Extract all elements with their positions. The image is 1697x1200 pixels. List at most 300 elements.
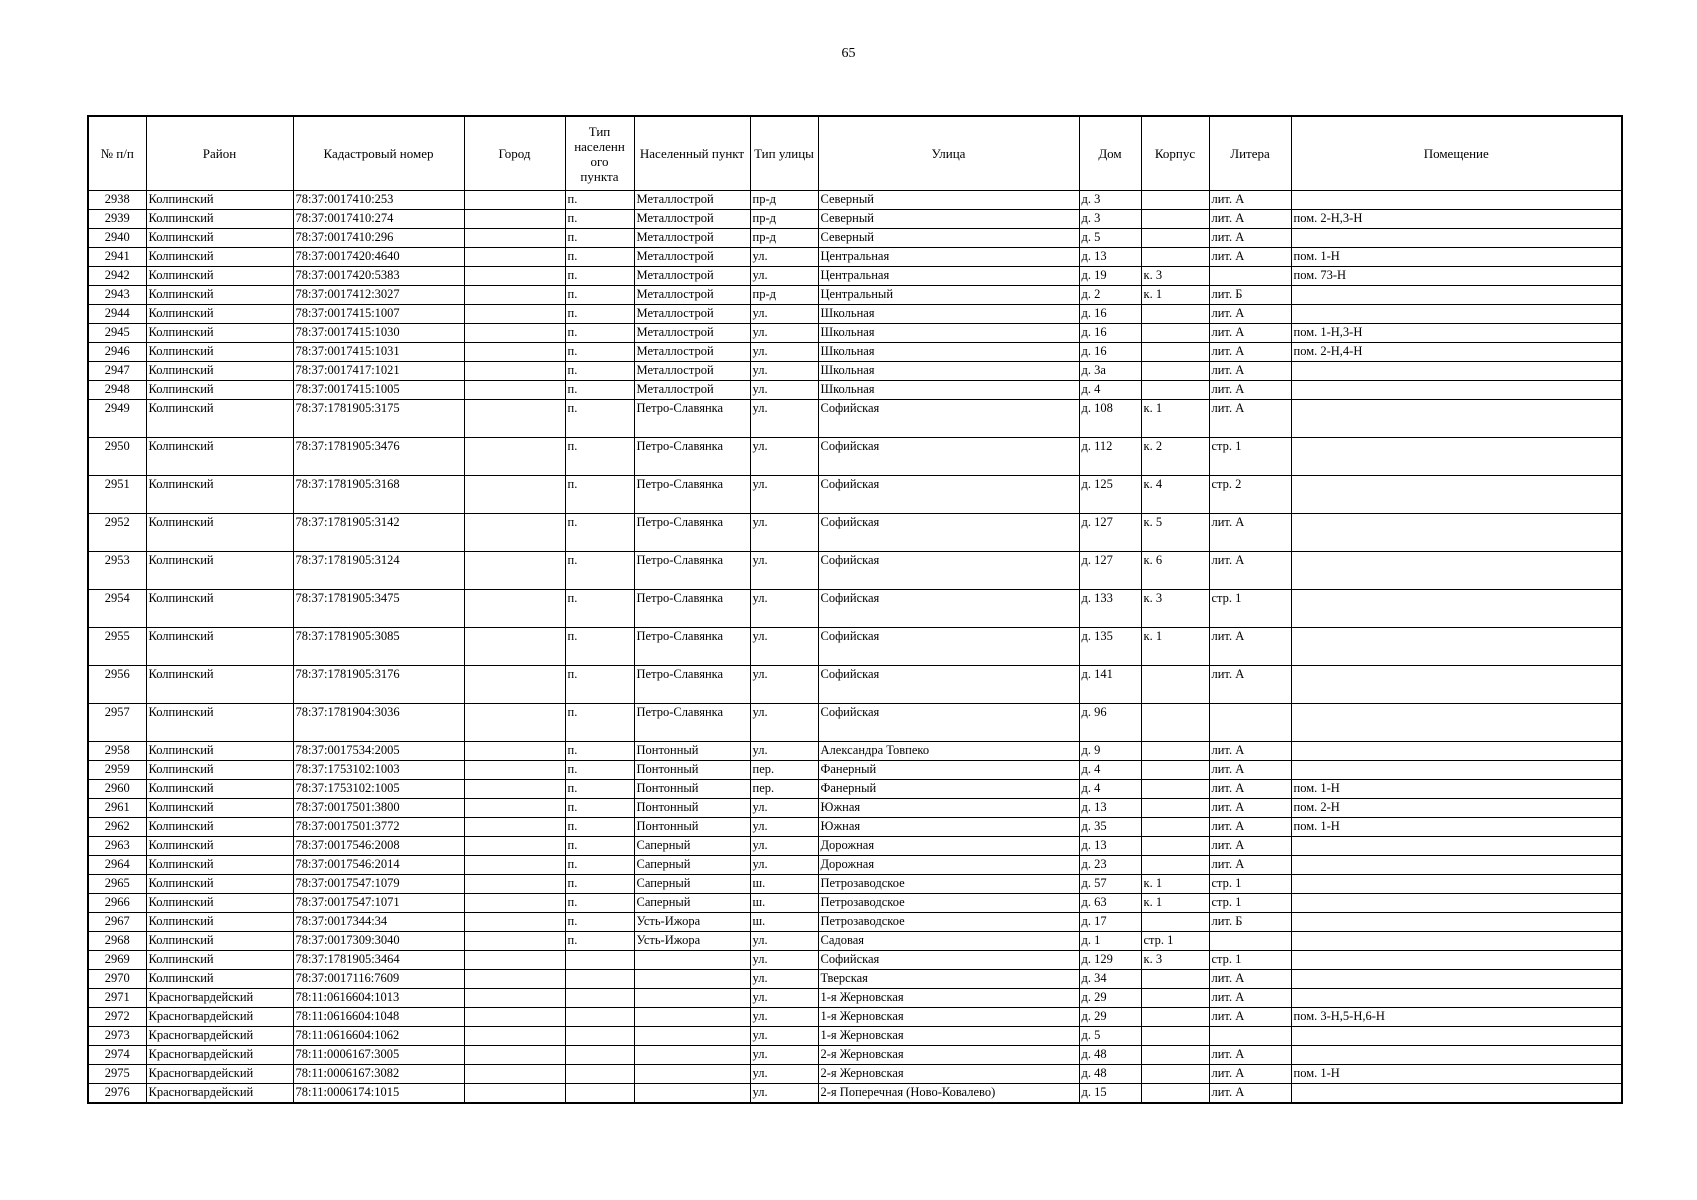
cell-locality: Металлострой (634, 343, 750, 362)
cell-street-type: ул. (750, 248, 818, 267)
cell-korpus: к. 5 (1141, 514, 1209, 552)
cell-city (464, 267, 565, 286)
cell-number: 2953 (88, 552, 146, 590)
cell-street: Северный (818, 210, 1079, 229)
cell-korpus (1141, 1084, 1209, 1104)
cell-litera: лит. А (1209, 1046, 1291, 1065)
table-row (88, 875, 1622, 894)
table-row (88, 970, 1622, 989)
cell-locality-type: п. (565, 552, 634, 590)
cell-number: 2971 (88, 989, 146, 1008)
cell-number: 2970 (88, 970, 146, 989)
cell-number: 2942 (88, 267, 146, 286)
cell-korpus (1141, 989, 1209, 1008)
cell-city (464, 552, 565, 590)
cell-district: Колпинский (146, 590, 293, 628)
table-row (88, 438, 1622, 476)
cell-room (1291, 666, 1622, 704)
cell-street: Петрозаводское (818, 894, 1079, 913)
cell-street: Центральная (818, 248, 1079, 267)
cell-locality-type: п. (565, 799, 634, 818)
cell-house: д. 3 (1079, 191, 1141, 210)
cell-room (1291, 742, 1622, 761)
cell-litera: стр. 1 (1209, 438, 1291, 476)
header-korpus: Корпус (1141, 116, 1209, 191)
cell-city (464, 818, 565, 837)
cell-street: 2-я Жерновская (818, 1065, 1079, 1084)
table-row (88, 1027, 1622, 1046)
cell-street: Школьная (818, 362, 1079, 381)
cell-house: д. 16 (1079, 305, 1141, 324)
cell-litera: лит. А (1209, 324, 1291, 343)
cell-locality-type: п. (565, 742, 634, 761)
cell-city (464, 362, 565, 381)
cell-street-type: ш. (750, 875, 818, 894)
cell-locality-type (565, 951, 634, 970)
cell-room: пом. 1-Н (1291, 248, 1622, 267)
cell-street-type: ул. (750, 590, 818, 628)
cell-number: 2967 (88, 913, 146, 932)
cell-street-type: ул. (750, 305, 818, 324)
cell-korpus (1141, 761, 1209, 780)
table-row (88, 913, 1622, 932)
cell-city (464, 229, 565, 248)
cell-street-type: пер. (750, 780, 818, 799)
cell-street: Софийская (818, 476, 1079, 514)
table-row (88, 742, 1622, 761)
cell-street: Южная (818, 818, 1079, 837)
cell-district: Колпинский (146, 913, 293, 932)
cell-room (1291, 856, 1622, 875)
cell-korpus (1141, 913, 1209, 932)
cell-locality-type: п. (565, 267, 634, 286)
table-row (88, 324, 1622, 343)
cell-house: д. 2 (1079, 286, 1141, 305)
cell-litera: лит. А (1209, 780, 1291, 799)
cell-room (1291, 628, 1622, 666)
cell-locality-type: п. (565, 191, 634, 210)
cell-locality: Понтонный (634, 780, 750, 799)
cell-street: Школьная (818, 324, 1079, 343)
cell-room (1291, 305, 1622, 324)
header-locality-type-line: пункта (580, 168, 619, 184)
cell-locality-type: п. (565, 704, 634, 742)
table-row (88, 799, 1622, 818)
cell-house: д. 16 (1079, 324, 1141, 343)
cell-street-type: пр-д (750, 210, 818, 229)
cell-locality-type: п. (565, 590, 634, 628)
cell-number: 2943 (88, 286, 146, 305)
cell-cadastral: 78:37:0017309:3040 (293, 932, 464, 951)
cell-street-type: ш. (750, 894, 818, 913)
table-row (88, 343, 1622, 362)
cell-street-type: ул. (750, 476, 818, 514)
header-litera: Литера (1209, 116, 1291, 191)
cell-number: 2939 (88, 210, 146, 229)
cell-city (464, 438, 565, 476)
header-locality-type (565, 116, 634, 191)
cell-city (464, 1065, 565, 1084)
cell-cadastral: 78:37:0017501:3800 (293, 799, 464, 818)
cell-house: д. 13 (1079, 248, 1141, 267)
cell-house: д. 9 (1079, 742, 1141, 761)
cell-korpus (1141, 666, 1209, 704)
cell-number: 2944 (88, 305, 146, 324)
cell-street: 1-я Жерновская (818, 1008, 1079, 1027)
cell-locality: Металлострой (634, 210, 750, 229)
table-row (88, 989, 1622, 1008)
cell-number: 2952 (88, 514, 146, 552)
cell-cadastral: 78:11:0616604:1048 (293, 1008, 464, 1027)
cell-litera: лит. А (1209, 229, 1291, 248)
cell-city (464, 628, 565, 666)
table-row (88, 400, 1622, 438)
cell-korpus: к. 3 (1141, 951, 1209, 970)
cell-cadastral: 78:37:0017420:4640 (293, 248, 464, 267)
cell-locality: Усть-Ижора (634, 932, 750, 951)
cell-korpus (1141, 1046, 1209, 1065)
cell-cadastral: 78:37:0017412:3027 (293, 286, 464, 305)
cell-district: Колпинский (146, 343, 293, 362)
cell-litera: лит. А (1209, 514, 1291, 552)
cell-number: 2950 (88, 438, 146, 476)
cell-number: 2965 (88, 875, 146, 894)
cell-house: д. 17 (1079, 913, 1141, 932)
cell-house: д. 13 (1079, 837, 1141, 856)
cell-cadastral: 78:37:0017534:2005 (293, 742, 464, 761)
cell-house: д. 13 (1079, 799, 1141, 818)
cell-cadastral: 78:11:0616604:1062 (293, 1027, 464, 1046)
cell-house: д. 23 (1079, 856, 1141, 875)
cell-number: 2945 (88, 324, 146, 343)
cell-locality: Саперный (634, 875, 750, 894)
cell-locality: Металлострой (634, 324, 750, 343)
cell-district: Колпинский (146, 210, 293, 229)
cell-cadastral: 78:11:0006167:3005 (293, 1046, 464, 1065)
table-row (88, 590, 1622, 628)
cell-street-type: ул. (750, 1027, 818, 1046)
cell-street: Дорожная (818, 837, 1079, 856)
cell-litera: лит. А (1209, 628, 1291, 666)
cell-district: Колпинский (146, 818, 293, 837)
cell-litera: лит. А (1209, 552, 1291, 590)
cell-litera: лит. А (1209, 1065, 1291, 1084)
cell-korpus (1141, 343, 1209, 362)
header-number: № п/п (88, 116, 146, 191)
cell-house: д. 48 (1079, 1065, 1141, 1084)
cell-room (1291, 894, 1622, 913)
cell-house: д. 29 (1079, 1008, 1141, 1027)
cell-street: Софийская (818, 552, 1079, 590)
cell-district: Колпинский (146, 229, 293, 248)
cell-number: 2948 (88, 381, 146, 400)
cell-city (464, 400, 565, 438)
cell-district: Колпинский (146, 400, 293, 438)
cell-district: Колпинский (146, 894, 293, 913)
cell-city (464, 742, 565, 761)
cell-korpus (1141, 818, 1209, 837)
table-row (88, 229, 1622, 248)
cell-korpus (1141, 1065, 1209, 1084)
cell-number: 2966 (88, 894, 146, 913)
cell-locality: Петро-Славянка (634, 514, 750, 552)
table-row (88, 1046, 1622, 1065)
cell-locality (634, 951, 750, 970)
cell-city (464, 894, 565, 913)
cell-street-type: пр-д (750, 229, 818, 248)
cell-locality-type (565, 1008, 634, 1027)
cell-cadastral: 78:37:1781905:3168 (293, 476, 464, 514)
table-row (88, 780, 1622, 799)
cell-street: Фанерный (818, 761, 1079, 780)
cell-locality: Усть-Ижора (634, 913, 750, 932)
cell-korpus (1141, 324, 1209, 343)
cell-cadastral: 78:37:0017415:1031 (293, 343, 464, 362)
table-row (88, 932, 1622, 951)
cell-locality-type (565, 1046, 634, 1065)
cell-number: 2975 (88, 1065, 146, 1084)
cell-city (464, 476, 565, 514)
cell-number: 2972 (88, 1008, 146, 1027)
cell-room: пом. 1-Н (1291, 1065, 1622, 1084)
cell-district: Красногвардейский (146, 1084, 293, 1104)
cell-house: д. 35 (1079, 818, 1141, 837)
cell-house: д. 19 (1079, 267, 1141, 286)
cell-number: 2954 (88, 590, 146, 628)
cell-litera: стр. 1 (1209, 894, 1291, 913)
cell-locality-type (565, 1084, 634, 1104)
cell-street-type: ул. (750, 400, 818, 438)
cell-cadastral: 78:37:0017415:1005 (293, 381, 464, 400)
table-row (88, 381, 1622, 400)
cell-street: 2-я Поперечная (Ново-Ковалево) (818, 1084, 1079, 1104)
table-row (88, 476, 1622, 514)
cell-city (464, 666, 565, 704)
cell-locality-type: п. (565, 381, 634, 400)
cell-district: Колпинский (146, 761, 293, 780)
cell-number: 2951 (88, 476, 146, 514)
header-street-type: Тип улицы (750, 116, 818, 191)
cell-room (1291, 875, 1622, 894)
cell-locality: Металлострой (634, 305, 750, 324)
cell-street-type: ул. (750, 343, 818, 362)
cell-house: д. 3а (1079, 362, 1141, 381)
header-locality-type-line: Тип (588, 123, 611, 139)
cell-district: Колпинский (146, 666, 293, 704)
cell-number: 2958 (88, 742, 146, 761)
table-row (88, 191, 1622, 210)
cell-locality-type (565, 1027, 634, 1046)
table-body (88, 191, 1622, 1104)
cell-room: пом. 1-Н (1291, 780, 1622, 799)
table-row (88, 248, 1622, 267)
cell-korpus: стр. 1 (1141, 932, 1209, 951)
table-row (88, 1084, 1622, 1104)
cell-house: д. 16 (1079, 343, 1141, 362)
cell-litera (1209, 1027, 1291, 1046)
cell-locality-type: п. (565, 362, 634, 381)
cell-street-type: ул. (750, 837, 818, 856)
table-row (88, 761, 1622, 780)
cell-district: Колпинский (146, 324, 293, 343)
cell-korpus (1141, 742, 1209, 761)
cell-street: Софийская (818, 400, 1079, 438)
cell-street-type: ул. (750, 932, 818, 951)
cell-cadastral: 78:37:0017415:1007 (293, 305, 464, 324)
cell-locality: Саперный (634, 856, 750, 875)
cell-litera: лит. А (1209, 305, 1291, 324)
cell-street-type: пр-д (750, 286, 818, 305)
cell-number: 2960 (88, 780, 146, 799)
cell-district: Колпинский (146, 267, 293, 286)
table-row (88, 362, 1622, 381)
table-row (88, 286, 1622, 305)
cell-house: д. 48 (1079, 1046, 1141, 1065)
table-row (88, 552, 1622, 590)
cell-cadastral: 78:37:0017501:3772 (293, 818, 464, 837)
cell-house: д. 133 (1079, 590, 1141, 628)
cell-room: пом. 2-Н,3-Н (1291, 210, 1622, 229)
cell-number: 2949 (88, 400, 146, 438)
cell-korpus (1141, 210, 1209, 229)
cell-house: д. 1 (1079, 932, 1141, 951)
cell-city (464, 837, 565, 856)
cell-locality: Петро-Славянка (634, 666, 750, 704)
cell-street-type: ул. (750, 552, 818, 590)
cell-number: 2941 (88, 248, 146, 267)
cell-locality: Металлострой (634, 248, 750, 267)
header-room: Помещение (1291, 116, 1622, 191)
cell-korpus (1141, 1027, 1209, 1046)
cell-room (1291, 552, 1622, 590)
header-district: Район (146, 116, 293, 191)
cell-street-type: ул. (750, 1084, 818, 1104)
cell-litera: лит. А (1209, 799, 1291, 818)
header-city: Город (464, 116, 565, 191)
cell-city (464, 780, 565, 799)
cell-street-type: ул. (750, 362, 818, 381)
cell-cadastral: 78:37:0017546:2014 (293, 856, 464, 875)
cell-street-type: ул. (750, 1008, 818, 1027)
cell-locality (634, 1027, 750, 1046)
cell-locality: Металлострой (634, 362, 750, 381)
cell-locality-type: п. (565, 666, 634, 704)
cell-house: д. 34 (1079, 970, 1141, 989)
cell-cadastral: 78:37:0017116:7609 (293, 970, 464, 989)
cell-city (464, 514, 565, 552)
cell-city (464, 799, 565, 818)
cell-locality (634, 1008, 750, 1027)
cell-locality-type: п. (565, 837, 634, 856)
cell-cadastral: 78:37:0017415:1030 (293, 324, 464, 343)
cell-street: 1-я Жерновская (818, 1027, 1079, 1046)
cell-locality-type: п. (565, 286, 634, 305)
cell-city (464, 305, 565, 324)
cell-city (464, 761, 565, 780)
cell-house: д. 29 (1079, 989, 1141, 1008)
cell-locality: Металлострой (634, 267, 750, 286)
cell-house: д. 57 (1079, 875, 1141, 894)
cell-room (1291, 476, 1622, 514)
cell-litera: лит. А (1209, 1084, 1291, 1104)
table-row (88, 514, 1622, 552)
cell-room (1291, 951, 1622, 970)
cell-locality: Металлострой (634, 229, 750, 248)
cell-district: Колпинский (146, 704, 293, 742)
cell-district: Красногвардейский (146, 989, 293, 1008)
cell-litera: лит. А (1209, 666, 1291, 704)
cell-room (1291, 913, 1622, 932)
cell-district: Колпинский (146, 362, 293, 381)
cell-district: Колпинский (146, 628, 293, 666)
cell-locality-type: п. (565, 761, 634, 780)
cell-litera: лит. А (1209, 761, 1291, 780)
cell-street: Софийская (818, 514, 1079, 552)
cell-locality-type: п. (565, 894, 634, 913)
cell-house: д. 4 (1079, 780, 1141, 799)
cell-number: 2955 (88, 628, 146, 666)
cell-room: пом. 3-Н,5-Н,6-Н (1291, 1008, 1622, 1027)
cell-room: пом. 1-Н,3-Н (1291, 324, 1622, 343)
cell-house: д. 127 (1079, 514, 1141, 552)
cell-number: 2976 (88, 1084, 146, 1104)
cell-city (464, 286, 565, 305)
cell-house: д. 63 (1079, 894, 1141, 913)
cell-litera: стр. 1 (1209, 875, 1291, 894)
cell-house: д. 15 (1079, 1084, 1141, 1104)
cell-district: Колпинский (146, 799, 293, 818)
cell-korpus: к. 4 (1141, 476, 1209, 514)
cell-city (464, 913, 565, 932)
cell-korpus: к. 6 (1141, 552, 1209, 590)
cell-district: Колпинский (146, 780, 293, 799)
cell-cadastral: 78:37:1781904:3036 (293, 704, 464, 742)
cell-korpus (1141, 837, 1209, 856)
cell-cadastral: 78:11:0006167:3082 (293, 1065, 464, 1084)
cell-number: 2968 (88, 932, 146, 951)
cell-korpus (1141, 704, 1209, 742)
cell-street: Школьная (818, 305, 1079, 324)
cell-street-type: ул. (750, 951, 818, 970)
cell-korpus (1141, 381, 1209, 400)
cell-number: 2957 (88, 704, 146, 742)
cell-room: пом. 73-Н (1291, 267, 1622, 286)
cell-city (464, 704, 565, 742)
cell-district: Колпинский (146, 514, 293, 552)
cell-cadastral: 78:37:0017547:1071 (293, 894, 464, 913)
cell-house: д. 108 (1079, 400, 1141, 438)
cell-number: 2956 (88, 666, 146, 704)
cell-number: 2946 (88, 343, 146, 362)
cell-litera: лит. А (1209, 1008, 1291, 1027)
cell-street-type: ул. (750, 799, 818, 818)
cell-street-type: пер. (750, 761, 818, 780)
cell-city (464, 381, 565, 400)
cell-litera: лит. А (1209, 837, 1291, 856)
cell-number: 2947 (88, 362, 146, 381)
header-street: Улица (818, 116, 1079, 191)
cell-korpus (1141, 970, 1209, 989)
cell-number: 2969 (88, 951, 146, 970)
cell-street-type: ул. (750, 438, 818, 476)
cell-locality-type (565, 1065, 634, 1084)
header-row (88, 116, 1622, 191)
cell-litera: лит. А (1209, 970, 1291, 989)
cell-korpus (1141, 362, 1209, 381)
cell-city (464, 932, 565, 951)
cell-district: Колпинский (146, 837, 293, 856)
cell-litera (1209, 704, 1291, 742)
